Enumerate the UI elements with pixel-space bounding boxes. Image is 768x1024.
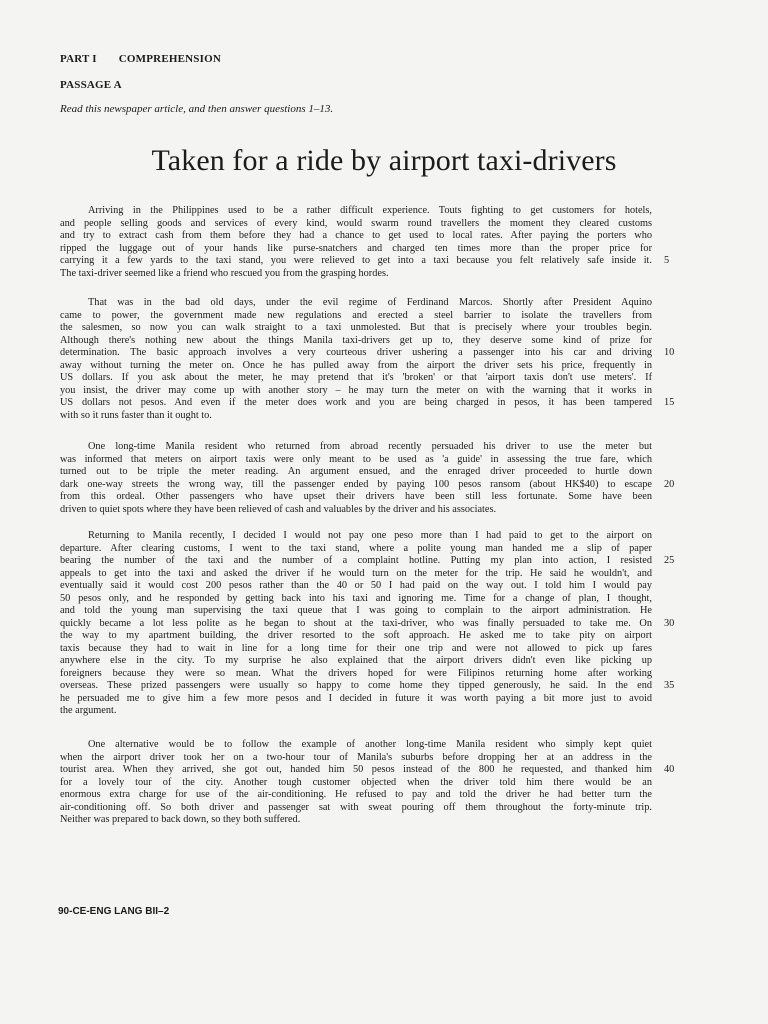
paragraph-line: Although there's nothing new about the things Manila taxi-drivers get up to, they deserve some kind of prize for <box>60 334 652 346</box>
line-number: 35 <box>664 680 675 691</box>
paragraph-line: and told the young man supervising the taxi queue that I was going to complain to the airport administration. He <box>60 605 652 616</box>
paragraph-line: Arriving in the Philippines used to be a rather difficult experience. Touts fighting to get customers for hotels, <box>88 205 652 216</box>
line-number: 10 <box>664 347 675 358</box>
line-number: 5 <box>664 255 670 266</box>
line-number: 30 <box>664 617 675 629</box>
paragraph-line: driven to quiet spots where they have been relieved of cash and valuables by the driver and his associates. <box>60 503 497 515</box>
paragraph-line: bearing the number of the taxi and the number of a complaint hotline. Putting my plan into action, I resisted <box>60 555 652 566</box>
paragraph-line: the argument. <box>60 705 117 716</box>
paragraph-line: One alternative would be to follow the example of another long-time Manila resident who simply kept quiet <box>88 739 652 750</box>
paragraph-line: for a lovely tour of the city. Another tough customer objected when the driver told him there would be an <box>60 776 652 788</box>
paragraph-line: US dollars not pesos. And even if the meter does work and you are being charged in pesos, it has been tampered <box>60 397 652 408</box>
paragraph-line: away without turning the meter on. Once he has pulled away from the airport the driver sets his price, frequently in <box>60 359 652 371</box>
paragraph-line: carrying it a few yards to the taxi stand, you were relieved to get into a taxi because you felt relatively safe inside it. <box>60 255 652 266</box>
paragraph-line: departure. After clearing customs, I went to the taxi stand, where a polite young man handed me a slip of paper <box>60 542 652 554</box>
footer-code: 90-CE-ENG LANG BII–2 <box>58 906 170 917</box>
paragraph-line: The taxi-driver seemed like a friend who rescued you from the grasping hordes. <box>60 267 389 279</box>
paragraph-line: foreigners because they were so mean. What the drivers hoped for were Filipinos returning home after working <box>60 667 652 679</box>
paragraph-line: when the airport driver took her on a two-hour tour of Manila's suburbs before dropping her at an address in the <box>60 751 652 763</box>
paragraph-line: 50 pesos only, and he responded by getting back into his taxi and ignoring me. Time for a change of plan, I thought, <box>60 592 652 604</box>
section-label: COMPREHENSION <box>118 53 221 65</box>
line-number: 20 <box>664 478 675 490</box>
paragraph-line: turned out to be triple the meter reading. An argument ensued, and the enraged driver proceeded to hurtle down <box>60 466 652 477</box>
instruction-text: Read this newspaper article, and then answer questions 1–13. <box>60 103 334 115</box>
paragraph-line: and try to extract cash from them before they had a chance to get used to local rates. After paying the porters who <box>60 230 652 241</box>
paragraph-line: ripped the luggage out of your hands like purse-snatchers and charged ten times more than the proper price for <box>60 242 652 254</box>
paragraph <box>60 205 652 280</box>
article-title: Taken for a ride by airport taxi-drivers <box>151 144 617 177</box>
paragraph-line: One long-time Manila resident who returned from abroad recently persuaded his driver to use the meter but <box>88 441 652 452</box>
paragraph-line: US dollars. If you ask about the meter, he may pretend that it's 'broken' or that 'airport taxis don't use meters'. If <box>60 372 652 383</box>
paragraph-line: enormous extra charge for use of the air-conditioning. He refused to pay and told the driver he had better turn the <box>60 789 652 800</box>
paragraph-line: eventually said it would cost 200 pesos rather than the 40 or 50 I had paid on the way out. I told him I would pay <box>60 580 652 591</box>
paragraph-line: anywhere else in the city. To my surprise he also explained that the airport drivers didn't even like picking up <box>60 655 652 666</box>
paragraph-line: and people selling goods and services of every kind, would swarm round travellers the moment they cleared customs <box>60 217 652 229</box>
paragraph-line: overseas. These prized passengers were usually so happy to come home they tipped generously, he said. In the end <box>60 680 652 691</box>
part-label: PART I <box>60 53 97 65</box>
paragraph-line: was informed that meters on airport taxis were only meant to be used as 'a guide' in assessing the true fare, which <box>60 453 652 465</box>
paragraph-line: Returning to Manila recently, I decided I would not pay one peso more than I had paid to get to the airport on <box>88 530 652 541</box>
paragraph-line: appeals to get into the taxi and asked the driver if he would turn on the meter for the trip. He said he wouldn't, and <box>60 567 652 579</box>
paragraph-line: That was in the bad old days, under the evil regime of Ferdinand Marcos. Shortly after President Aquino <box>88 297 652 308</box>
paragraph <box>60 739 652 827</box>
paragraph-line: tourist area. When they arrived, she got out, handed him 50 pesos instead of the 800 he requested, and thanked him <box>60 764 652 775</box>
paragraph-line: you insist, the driver may come up with another story – he may turn the meter on with the warning that it works in <box>60 384 652 396</box>
paragraph-line: the salesmen, so now you can walk straight to a taxi unmolested. But that is precisely where your troubles begin. <box>60 322 652 333</box>
paragraph-line: he persuaded me to give him a few more pesos and I decided in future it was worth paying a bit more just to avoid <box>60 692 652 704</box>
paragraph-line: taxis because they had to wait in line for a long time for their one trip and were not allowed to pick up fares <box>60 642 652 654</box>
paragraph-line: quickly became a lot less polite as he began to shout at the taxi-driver, who was finally persuaded to take me. On <box>60 617 652 629</box>
paragraph-line: came to power, the government made new regulations and erected a steel barrier to isolate the travellers from <box>60 309 652 321</box>
line-number: 25 <box>664 555 675 566</box>
paragraph <box>60 530 652 718</box>
part-heading <box>60 53 221 65</box>
paragraph-line: the way to my apartment building, the driver resorted to the soft approach. He asked me to take pity on airport <box>60 630 652 641</box>
paragraph-line: determination. The basic approach involves a very courteous driver ushering a passenger into his car and driving <box>60 347 652 358</box>
line-number: 15 <box>664 397 675 408</box>
paragraph <box>60 441 652 516</box>
paragraph-line: with so it runs faster than it ought to. <box>60 409 212 421</box>
paragraph-line: air-conditioning off. So both driver and passenger sat with sweat pouring off them throughout the forty-minute trip. <box>60 801 652 813</box>
paragraph-line: Neither was prepared to back down, so they both suffered. <box>60 814 301 825</box>
paragraph-line: dark one-way streets the wrong way, till the passenger ended by paying 100 pesos ransom (about HK$40) to escape <box>60 478 652 490</box>
line-number: 40 <box>664 764 675 775</box>
passage-heading: PASSAGE A <box>60 79 122 91</box>
paragraph <box>60 297 652 422</box>
paragraph-line: from this ordeal. Other passengers who have upset their drivers have been still less fortunate. Some have been <box>60 491 652 502</box>
